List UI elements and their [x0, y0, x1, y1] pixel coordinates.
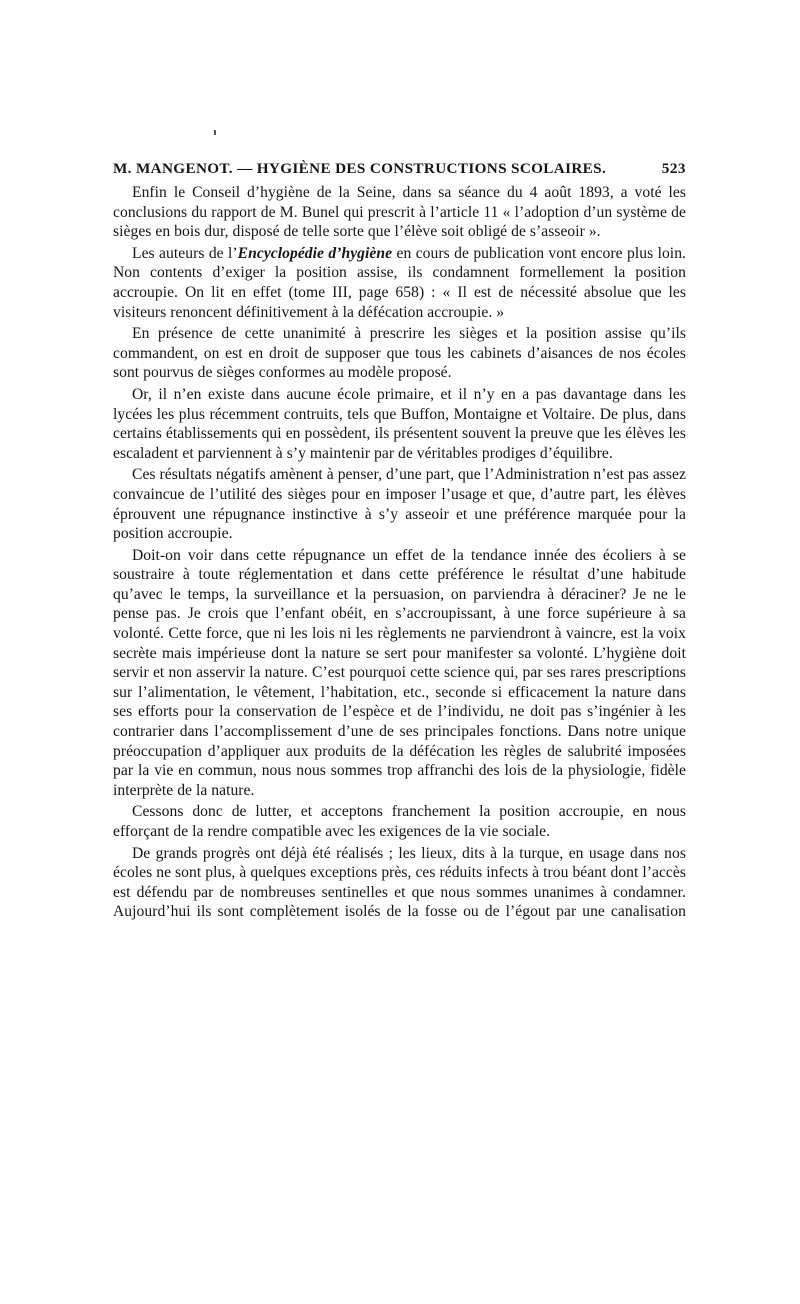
paragraph-3: En présence de cette unanimité à prescrire les sièges et la position assise qu’ils commandent, on est en droit de supposer que tous les cabinets d’aisances de nos écoles sont pourvus de sièges conformes au modèle proposé. [113, 325, 686, 382]
paragraph-4: Or, il n’en existe dans aucune école primaire, et il n’y en a pas davantage dans les lycées les plus récemment contruits, tels que Buffon, Montaigne et Voltaire. De plus, dans certains établissements qui en possèdent, ils présentent souvent la preuve que les élèves les escaladent et parviennent à s’y maintenir par de véritables prodiges d’équilibre. [113, 385, 686, 462]
book-title-emphasis: Encyclopédie d’hygiène [237, 244, 393, 262]
paragraph-7: Cessons donc de lutter, et acceptons franchement la position accroupie, en nous efforçant de la rendre compatible avec les exigences de la vie sociale. [113, 803, 686, 840]
running-title: M. MANGENOT. — HYGIÈNE DES CONSTRUCTIONS SCOLAIRES. [113, 160, 607, 177]
print-speck [214, 130, 216, 135]
paragraph-2: Les auteurs de l’Encyclopédie d’hygiène en cours de publication vont encore plus loin. Non contents d’exiger la position assise, ils condamnent formellement la position accroupie. On lit en effet (tome III, page 658) : « Il est de nécessité absolue que les visiteurs renoncent définitivement à la défécation accroupie. » [113, 244, 686, 321]
paragraph-6: Doit-on voir dans cette répugnance un effet de la tendance innée des écoliers à se soustraire à toute réglementation et dans cette préférence le résultat d’une habitude qu’avec le temps, la surveillance et la persuasion, on parviendra à déraciner? Je ne le pense pas. Je crois que l’enfant obéit, en s’accroupissant, à une force supérieure à sa volonté. Cette force, que ni les lois ni les règlements ne parviendront à vaincre, est la voix secrète mais impérieuse dont la nature se sert pour manifester sa volonté. L’hygiène doit servir et non asservir la nature. C’est pourquoi cette science qui, par ses rares prescriptions sur l’alimentation, le vêtement, l’habitation, etc., seconde si efficacement la nature dans ses efforts pour la conservation de l’espèce et de l’individu, ne doit pas s’ingénier à les contrarier dans l’accomplissement d’une de ses principales fonctions. Dans notre unique préoccupation d’appliquer aux produits de la défécation les règles de salubrité imposées par la vie en commun, nous nous sommes trop affranchi des lois de la physiologie, fidèle interprète de la nature. [113, 546, 686, 799]
paragraph-8: De grands progrès ont déjà été réalisés ; les lieux, dits à la turque, en usage dans nos écoles ne sont plus, à quelques exceptions près, ces réduits infects à trou béant dont l’accès est défendu par de nombreuses sentinelles et que nous sommes unanimes à condamner. Aujourd’hui ils sont complètement isolés de la fosse ou de l’égout par une canalisation [113, 844, 686, 921]
running-header [113, 158, 686, 180]
paragraph-5: Ces résultats négatifs amènent à penser, d’une part, que l’Administration n’est pas assez convaincue de l’utilité des sièges pour en imposer l’usage et que, d’autre part, les élèves éprouvent une répugnance instinctive à s’y asseoir et une préférence marquée pour la position accroupie. [113, 466, 686, 543]
page-number: 523 [661, 160, 686, 177]
paragraph-1: Enfin le Conseil d’hygiène de la Seine, dans sa séance du 4 août 1893, a voté les conclusions du rapport de M. Bunel qui prescrit à l’article 11 « l’adoption d’un système de sièges en bois dur, disposé de telle sorte que l’élève soit obligé de s’asseoir ». [113, 184, 686, 241]
book-page [113, 158, 686, 924]
body-text [113, 183, 686, 924]
